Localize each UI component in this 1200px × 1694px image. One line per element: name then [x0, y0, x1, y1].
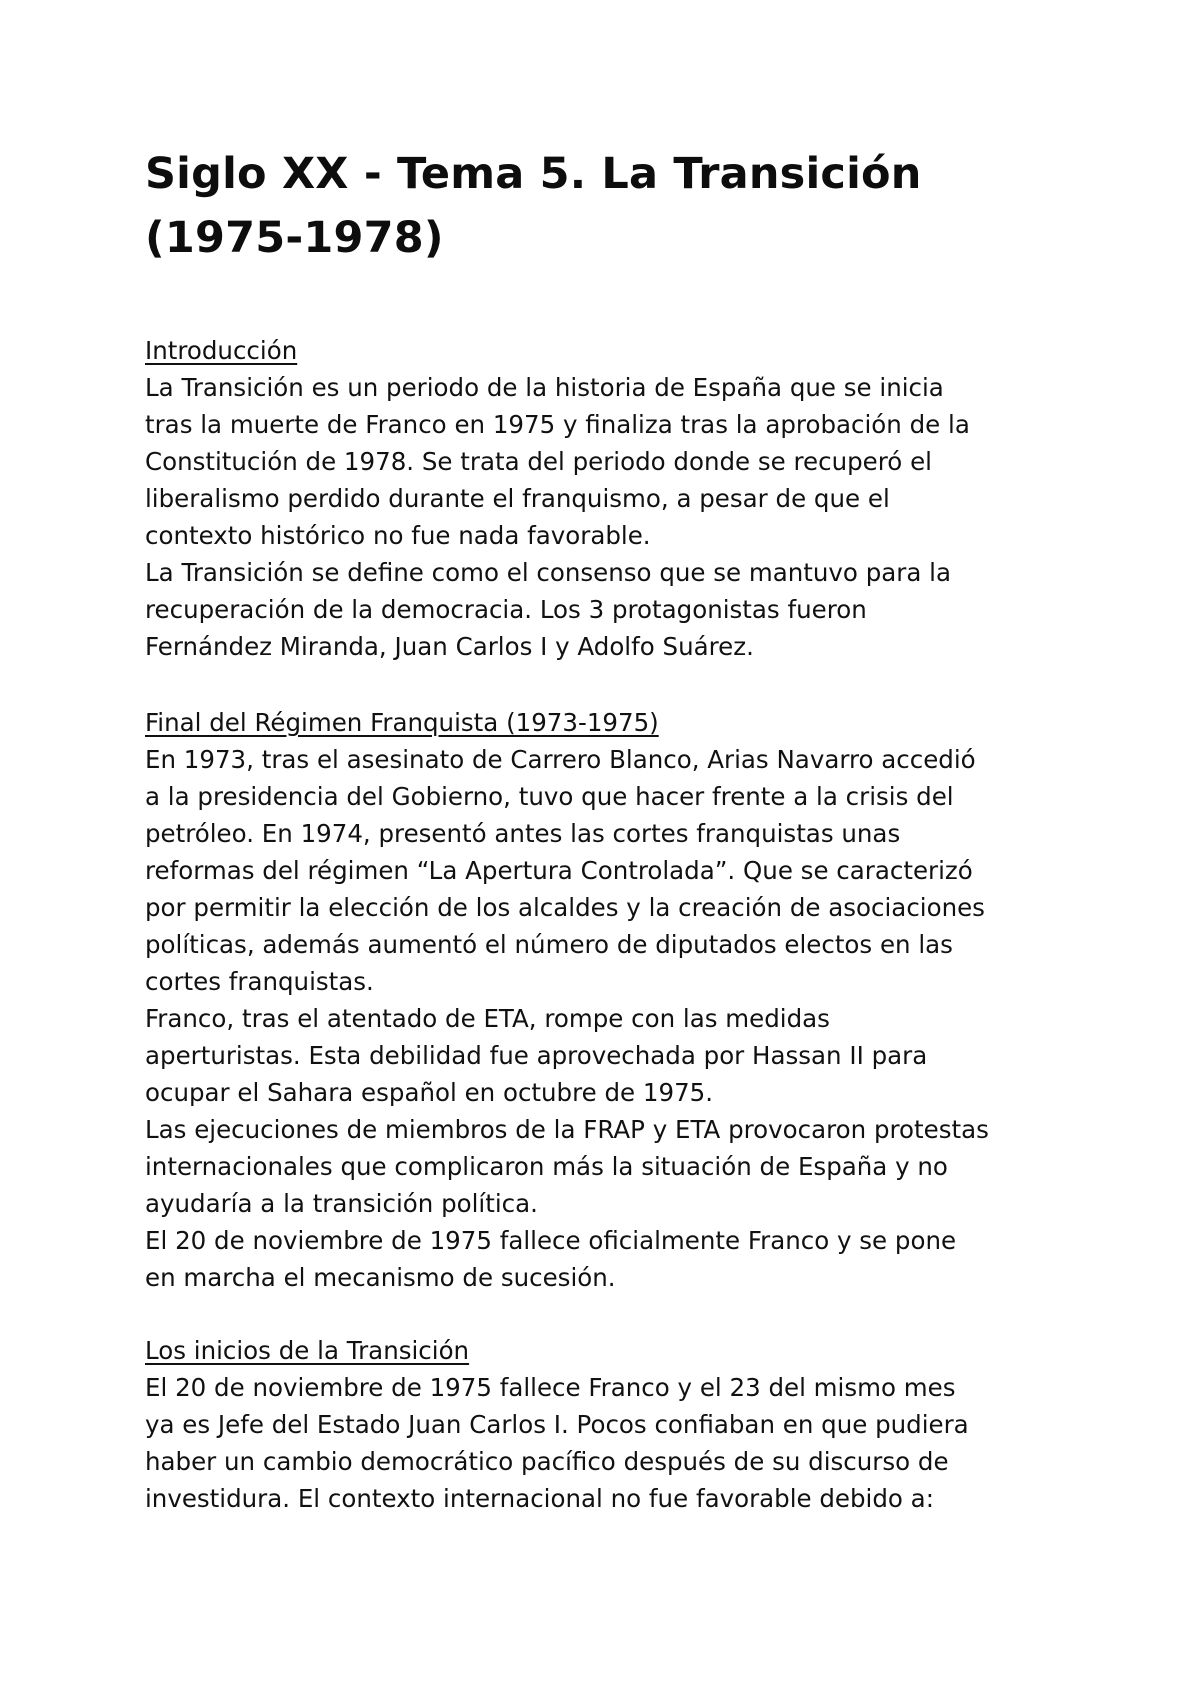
text-line: políticas, además aumentó el número de diputados electos en las	[145, 930, 953, 959]
text-line: haber un cambio democrático pacífico después de su discurso de	[145, 1447, 949, 1476]
paragraph	[145, 741, 1075, 1000]
text-line: ocupar el Sahara español en octubre de 1975.	[145, 1078, 714, 1107]
text-line: El 20 de noviembre de 1975 fallece oficialmente Franco y se pone	[145, 1226, 957, 1255]
text-line: en marcha el mecanismo de sucesión.	[145, 1263, 616, 1292]
paragraph	[145, 554, 1075, 665]
text-line: La Transición se define como el consenso que se mantuvo para la	[145, 558, 951, 587]
text-line: internacionales que complicaron más la situación de España y no	[145, 1152, 948, 1181]
section-heading: Introducción	[145, 336, 298, 365]
title-line-1: Siglo XX - Tema 5. La Transición	[145, 149, 922, 199]
text-line: Fernández Miranda, Juan Carlos I y Adolfo Suárez.	[145, 632, 754, 661]
paragraph	[145, 1369, 1075, 1517]
document-title	[145, 142, 1075, 270]
paragraph	[145, 1000, 1075, 1111]
text-line: liberalismo perdido durante el franquismo, a pesar de que el	[145, 484, 890, 513]
text-line: ayudaría a la transición política.	[145, 1189, 538, 1218]
text-line: Constitución de 1978. Se trata del periodo donde se recuperó el	[145, 447, 932, 476]
section-inicios-transicion	[145, 1332, 1075, 1517]
section-introduccion	[145, 332, 1075, 665]
text-line: a la presidencia del Gobierno, tuvo que hacer frente a la crisis del	[145, 782, 954, 811]
text-line: reformas del régimen “La Apertura Controlada”. Que se caracterizó	[145, 856, 973, 885]
text-line: cortes franquistas.	[145, 967, 374, 996]
text-line: El 20 de noviembre de 1975 fallece Franco y el 23 del mismo mes	[145, 1373, 956, 1402]
section-heading: Final del Régimen Franquista (1973-1975)	[145, 708, 659, 737]
text-line: tras la muerte de Franco en 1975 y finaliza tras la aprobación de la	[145, 410, 970, 439]
title-line-2: (1975-1978)	[145, 213, 444, 263]
section-heading: Los inicios de la Transición	[145, 1336, 470, 1365]
paragraph	[145, 1222, 1075, 1296]
text-line: En 1973, tras el asesinato de Carrero Blanco, Arias Navarro accedió	[145, 745, 976, 774]
paragraph	[145, 369, 1075, 554]
text-line: ya es Jefe del Estado Juan Carlos I. Pocos confiaban en que pudiera	[145, 1410, 969, 1439]
paragraph	[145, 1111, 1075, 1222]
text-line: La Transición es un periodo de la historia de España que se inicia	[145, 373, 944, 402]
text-line: contexto histórico no fue nada favorable.	[145, 521, 651, 550]
text-line: petróleo. En 1974, presentó antes las cortes franquistas unas	[145, 819, 901, 848]
text-line: recuperación de la democracia. Los 3 protagonistas fueron	[145, 595, 867, 624]
section-final-regimen	[145, 704, 1075, 1296]
text-line: Las ejecuciones de miembros de la FRAP y ETA provocaron protestas	[145, 1115, 989, 1144]
text-line: por permitir la elección de los alcaldes y la creación de asociaciones	[145, 893, 985, 922]
text-line: Franco, tras el atentado de ETA, rompe con las medidas	[145, 1004, 830, 1033]
text-line: aperturistas. Esta debilidad fue aprovechada por Hassan II para	[145, 1041, 928, 1070]
text-line: investidura. El contexto internacional no fue favorable debido a:	[145, 1484, 934, 1513]
